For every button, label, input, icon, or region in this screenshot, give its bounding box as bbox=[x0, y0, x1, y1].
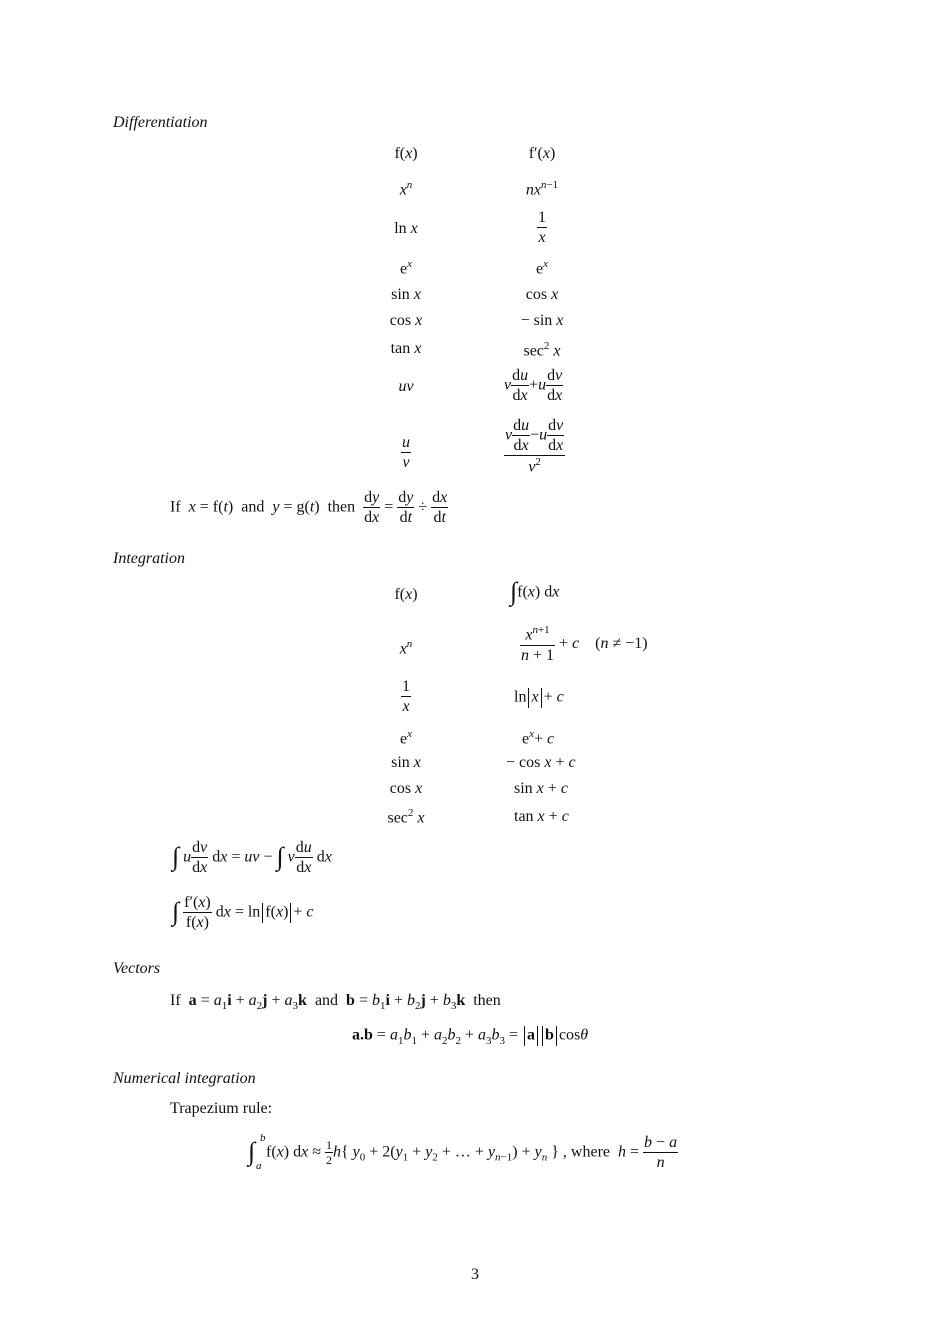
int-row-cos-i: sin x + c bbox=[514, 780, 568, 797]
diff-row-cos-d: − sin x bbox=[520, 312, 564, 329]
diff-col-header-f: f(x) bbox=[394, 145, 418, 162]
vector-definition: If $a = a_1i + a_2j + a_3k$ and $b = b_1i + b_2j + b_3k$ then bbox=[170, 992, 501, 1013]
int-col-header-integral: ∫f(x) dx bbox=[510, 577, 560, 606]
numerical-integration-heading: Numerical integration bbox=[113, 1070, 256, 1087]
diff-row-exp-d: $e^x$ bbox=[536, 258, 548, 278]
diff-row-exp-f: $e^x$ bbox=[400, 258, 412, 278]
diff-row-power-f: $x^n$ bbox=[399, 179, 413, 199]
diff-row-tan-f: tan x bbox=[390, 340, 422, 357]
int-row-recip-i: ln x + c bbox=[514, 688, 564, 708]
parametric-rule: If x = f(t) and y = g(t) then $\frac{dy}{dx}$ = $\frac{dy}{dt}$ ÷ $\frac{dx}{dt}$ bbox=[170, 489, 448, 527]
diff-row-quotient-f: $\frac{u}{v}$ bbox=[402, 434, 410, 472]
diff-row-product-d: v $\frac{du}{dx}$ +u $\frac{dv}{dx}$ bbox=[504, 367, 563, 405]
scalar-product: $a.b = a_1b_1 + a_2b_2 + a_3b_3 = a$ b cosθ bbox=[352, 1026, 589, 1047]
int-row-cos-f: cos x bbox=[389, 780, 423, 797]
int-row-sec-i: tan x + c bbox=[514, 808, 569, 825]
integration-heading: Integration bbox=[113, 550, 185, 567]
vectors-heading: Vectors bbox=[113, 960, 161, 977]
int-row-power-i: $\frac{x^{n+1}}{n + 1}$ + c (n ≠ −1) bbox=[521, 624, 648, 664]
differentiation-heading: Differentiation bbox=[113, 114, 208, 131]
diff-row-quotient-d: v $\frac{du}{dx}$ −u $\frac{dv}{dx}$ $v^2$ bbox=[505, 417, 564, 476]
diff-row-sin-f: sin x bbox=[391, 286, 421, 303]
int-row-power-f: $x^n$ bbox=[399, 638, 413, 658]
int-row-recip-f: $\frac{1}{x}$ bbox=[402, 678, 410, 716]
int-row-exp-f: $e^x$ bbox=[400, 728, 412, 748]
diff-col-header-fprime: f′(x) bbox=[528, 145, 556, 162]
diff-row-ln-f: ln x bbox=[394, 220, 418, 237]
diff-row-cos-f: cos x bbox=[389, 312, 423, 329]
diff-row-ln-d: $\frac{1}{x}$ bbox=[538, 209, 546, 247]
trapezium-rule-label: Trapezium rule: bbox=[170, 1100, 273, 1117]
diff-row-sin-d: cos x bbox=[525, 286, 559, 303]
log-integral-rule: ∫ $\frac{f'(x)}{f(x)}$ dx = ln f(x) + c bbox=[172, 894, 314, 932]
diff-row-power-d: $nx^{n-1}$ bbox=[525, 179, 559, 199]
trapezium-formula: ∫ b a f(x) dx ≈ $\frac{1}{2}$ h{ $y_0 + 2(y_1 + y_2$ + … + $y_{n-1}) + y_n$ } , where h = $\frac{b - a}{n}$ bbox=[248, 1131, 678, 1172]
int-row-exp-i: $e^x+ c$ bbox=[522, 728, 555, 748]
int-row-sin-i: − cos x + c bbox=[506, 754, 576, 771]
int-row-sec-f: $\sec^2 x$ bbox=[387, 807, 425, 827]
page-number: 3 bbox=[471, 1266, 479, 1283]
int-col-header-f: f(x) bbox=[394, 586, 418, 603]
diff-row-tan-d: $\sec^2 x$ bbox=[523, 340, 561, 360]
diff-row-product-f: uv bbox=[398, 378, 414, 395]
int-row-sin-f: sin x bbox=[391, 754, 421, 771]
integration-by-parts: ∫ u $\frac{dv}{dx}$ dx = uv − ∫ v $\frac{du}{dx}$ dx bbox=[172, 839, 332, 877]
